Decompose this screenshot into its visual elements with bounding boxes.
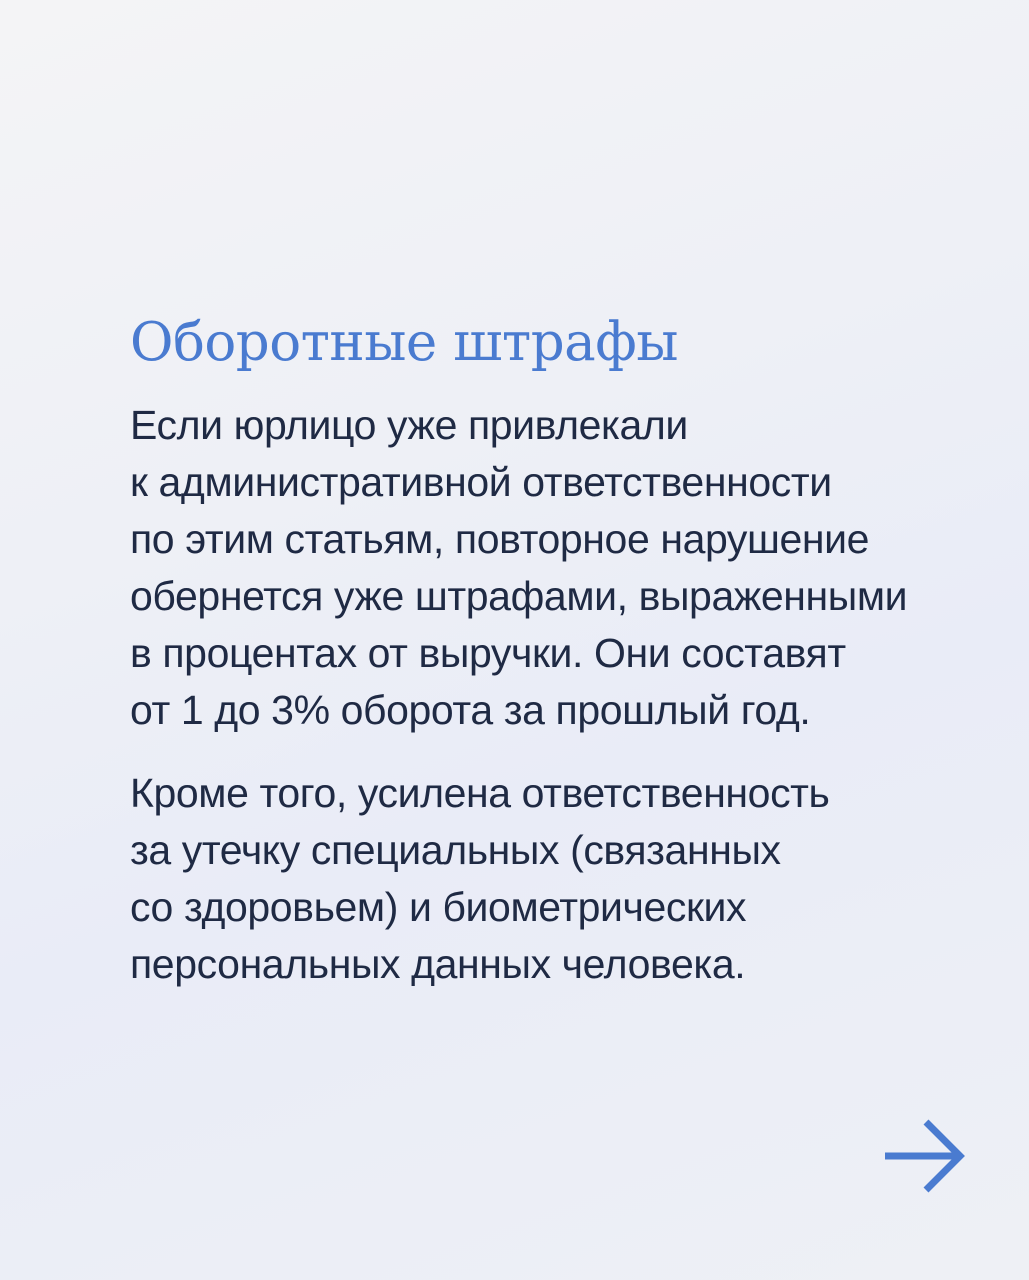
next-slide-button[interactable] [882, 1118, 968, 1194]
paragraph-line: от 1 до 3% оборота за прошлый год. [130, 687, 811, 733]
paragraph-line: за утечку специальных (связанных [130, 827, 781, 873]
paragraph-line: персональных данных человека. [130, 941, 746, 987]
paragraph-2 [130, 765, 990, 993]
paragraph-line: обернется уже штрафами, выраженными [130, 573, 908, 619]
paragraph-line: по этим статьям, повторное нарушение [130, 516, 870, 562]
paragraph-line: со здоровьем) и биометрических [130, 884, 747, 930]
paragraph-1 [130, 397, 990, 739]
paragraph-line: Если юрлицо уже привлекали [130, 402, 688, 448]
paragraph-line: Кроме того, усилена ответственность [130, 770, 830, 816]
paragraph-line: к административной ответственности [130, 459, 832, 505]
paragraph-line: в процентах от выручки. Они составят [130, 630, 846, 676]
slide-content [130, 305, 990, 993]
slide-title: Оборотные штрафы [130, 312, 678, 373]
arrow-right-icon [882, 1118, 968, 1194]
